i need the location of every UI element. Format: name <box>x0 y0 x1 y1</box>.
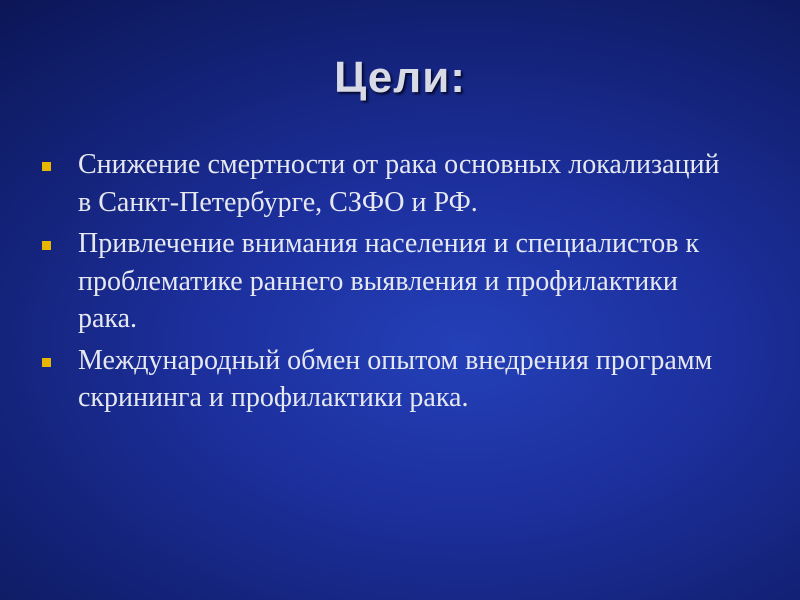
square-bullet-icon <box>42 358 51 367</box>
bullet-item-reduce-mortality <box>40 146 730 221</box>
bullet-item-international-exchange <box>40 342 730 417</box>
slide-title: Цели: <box>334 53 466 102</box>
bullet-text: Международный обмен опытом внедрения программ скрининга и профилактики рака. <box>78 344 713 413</box>
square-bullet-icon <box>42 241 51 250</box>
bullet-item-attract-attention <box>40 225 730 338</box>
square-bullet-icon <box>42 162 51 171</box>
bullet-text: Снижение смертности от рака основных локализаций в Санкт-Петербурге, СЗФО и РФ. <box>78 149 720 218</box>
bullet-list <box>40 146 730 421</box>
bullet-text: Привлечение внимания населения и специалистов к проблематике раннего выявления и профилактики рака. <box>78 228 700 334</box>
